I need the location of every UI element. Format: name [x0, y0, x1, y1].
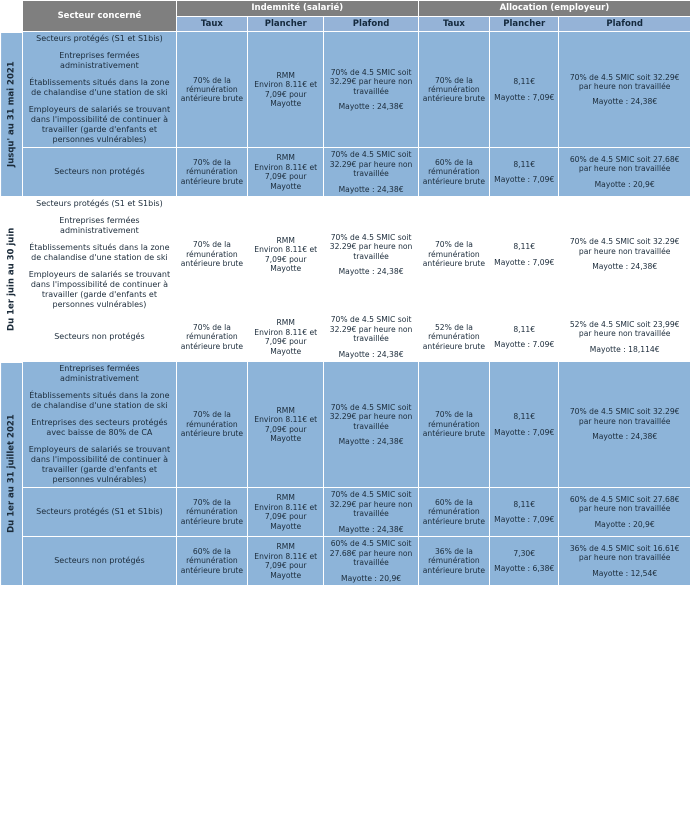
value-text: Mayotte : 20,9€ [594, 519, 655, 529]
value-text: 8,11€ [513, 159, 536, 169]
allocation-taux-cell [418, 148, 489, 197]
sector-line: Secteurs protégés (S1 et S1bis) [36, 34, 163, 44]
sector-line: Secteurs protégés (S1 et S1bis) [36, 507, 163, 517]
value-text: 70% de la rémunération antérieure brute [180, 240, 244, 269]
value-text: 70% de 4.5 SMIC soit 32.29€ par heure non travaillée [569, 237, 680, 256]
header-indemnite-taux: Taux [176, 16, 247, 32]
sector-line: Secteurs protégés (S1 et S1bis) [36, 199, 163, 209]
header-allocation-taux: Taux [418, 16, 489, 32]
value-text: RMM [276, 70, 295, 80]
value-text: 8,11€ [513, 77, 536, 87]
value-text: 60% de 4.5 SMIC soit 27.68€ par heure non travaillée [329, 539, 413, 568]
sector-cell [23, 32, 177, 148]
sector-line: Secteurs non protégés [54, 167, 145, 177]
allocation-plafond-cell [559, 362, 691, 488]
value-text: RMM [276, 405, 295, 415]
value-text: Mayotte : 7,09€ [494, 257, 555, 267]
sector-line: Secteurs non protégés [54, 332, 145, 342]
value-text: 8,11€ [513, 242, 536, 252]
value-text: 60% de 4.5 SMIC soit 27.68€ par heure non travaillée [569, 154, 680, 174]
allocation-plafond-cell [559, 148, 691, 197]
value-text: Mayotte : 20,9€ [341, 573, 402, 583]
value-text: Mayotte : 24,38€ [338, 437, 404, 447]
indemnite-plafond-cell [324, 313, 418, 362]
value-text: RMM [276, 153, 295, 163]
value-text: Mayotte : 24,38€ [338, 349, 404, 359]
indemnite-plafond-cell [324, 488, 418, 537]
value-text: Mayotte : 24,38€ [592, 97, 658, 107]
sector-line: Établissements situés dans la zone de chalandise d'une station de ski [29, 243, 170, 263]
allocation-plancher-cell [490, 197, 559, 313]
value-text: 70% de la rémunération antérieure brute [422, 240, 486, 269]
indemnite-plafond-cell [324, 32, 418, 148]
value-text: 8,11€ [513, 499, 536, 509]
header-group-allocation: Allocation (employeur) [418, 1, 690, 17]
allocation-taux-cell [418, 32, 489, 148]
value-text: 70% de 4.5 SMIC soit 32.29€ par heure non travaillée [329, 232, 413, 261]
indemnite-taux-cell [176, 488, 247, 537]
value-text: Environ 8.11€ et 7,09€ pour Mayotte [254, 80, 318, 109]
value-text: Environ 8.11€ et 7,09€ pour Mayotte [254, 245, 318, 274]
indemnite-taux-cell [176, 197, 247, 313]
value-text: Mayotte : 20,9€ [594, 179, 655, 189]
value-text: 52% de la rémunération antérieure brute [422, 322, 486, 351]
header-group-indemnite: Indemnité (salarié) [176, 1, 418, 17]
allocation-plancher-cell [490, 488, 559, 537]
indemnite-plancher-cell [248, 313, 324, 362]
allocation-plancher-cell [490, 148, 559, 197]
value-text: Mayotte : 24,38€ [338, 184, 404, 194]
value-text: Mayotte : 7,09€ [494, 92, 555, 102]
table-row [1, 362, 691, 488]
allocation-taux-cell [418, 313, 489, 362]
value-text: Mayotte : 7,09€ [494, 515, 555, 525]
value-text: 70% de 4.5 SMIC soit 32.29€ par heure non travaillée [329, 402, 413, 431]
value-text: 8,11€ [513, 324, 536, 334]
header-sector: Secteur concerné [23, 1, 177, 32]
indemnite-plancher-cell [248, 362, 324, 488]
indemnite-taux-cell [176, 362, 247, 488]
sector-line: Entreprises fermées administrativement [59, 216, 140, 236]
allocation-plancher-cell [490, 32, 559, 148]
value-text: 60% de la rémunération antérieure brute [180, 546, 244, 575]
sector-line: Entreprises fermées administrativement [59, 364, 140, 384]
sector-cell [23, 362, 177, 488]
sector-line: Employeurs de salariés se trouvant dans l'impossibilité de continuer à travailler (garde d'enfants et personnes vulnérables) [28, 105, 171, 145]
table-row [1, 32, 691, 148]
value-text: 70% de 4.5 SMIC soit 32.29€ par heure non travaillée [569, 72, 680, 91]
period-label-3: Du 1er au 31 juillet 2021 [1, 362, 23, 586]
table-row [1, 148, 691, 197]
allocation-taux-cell [418, 488, 489, 537]
value-text: Mayotte : 24,38€ [592, 262, 658, 272]
value-text: 70% de la rémunération antérieure brute [422, 75, 486, 104]
value-text: 70% de 4.5 SMIC soit 32.29€ par heure non travaillée [329, 315, 413, 344]
value-text: 36% de 4.5 SMIC soit 16.61€ par heure non travaillée [569, 543, 680, 563]
indemnite-plancher-cell [248, 197, 324, 313]
value-text: 36% de la rémunération antérieure brute [422, 546, 486, 575]
header-indemnite-plafond: Plafond [324, 16, 418, 32]
sector-line: Entreprises fermées administrativement [59, 51, 140, 71]
value-text: Environ 8.11€ et 7,09€ pour Mayotte [254, 502, 318, 531]
value-text: 60% de 4.5 SMIC soit 27.68€ par heure non travaillée [569, 494, 680, 514]
indemnite-plancher-cell [248, 32, 324, 148]
table-body [1, 32, 691, 586]
value-text: Mayotte : 7,09€ [494, 175, 555, 185]
sector-line: Employeurs de salariés se trouvant dans l'impossibilité de continuer à travailler (garde d'enfants et personnes vulnérables) [28, 445, 171, 485]
allocation-plancher-cell [490, 537, 559, 586]
value-text: 60% de la rémunération antérieure brute [422, 497, 486, 526]
sector-cell [23, 488, 177, 537]
header-allocation-plafond: Plafond [559, 16, 691, 32]
value-text: Mayotte : 12,54€ [592, 568, 658, 578]
value-text: 70% de la rémunération antérieure brute [180, 410, 244, 439]
sector-line: Secteurs non protégés [54, 556, 145, 566]
table-row [1, 313, 691, 362]
value-text: 70% de 4.5 SMIC soit 32.29€ par heure non travaillée [329, 150, 413, 179]
sector-cell [23, 197, 177, 313]
table-row [1, 488, 691, 537]
indemnite-plafond-cell [324, 362, 418, 488]
table-row [1, 537, 691, 586]
value-text: 70% de la rémunération antérieure brute [180, 157, 244, 186]
header-allocation-plancher: Plancher [490, 16, 559, 32]
value-text: 70% de la rémunération antérieure brute [180, 322, 244, 351]
indemnite-plafond-cell [324, 537, 418, 586]
indemnite-plancher-cell [248, 148, 324, 197]
value-text: 52% de 4.5 SMIC soit 23,99€ par heure non travaillée [569, 319, 680, 339]
value-text: RMM [276, 493, 295, 503]
sector-cell [23, 148, 177, 197]
allocation-plafond-cell [559, 32, 691, 148]
value-text: RMM [276, 542, 295, 552]
value-text: Mayotte : 24,38€ [338, 267, 404, 277]
indemnite-plancher-cell [248, 488, 324, 537]
value-text: Environ 8.11€ et 7,09€ pour Mayotte [254, 415, 318, 444]
indemnite-taux-cell [176, 32, 247, 148]
value-text: Mayotte : 7.09€ [494, 340, 555, 350]
indemnite-plafond-cell [324, 197, 418, 313]
value-text: Mayotte : 24,38€ [338, 524, 404, 534]
sector-cell [23, 313, 177, 362]
value-text: Mayotte : 24,38€ [592, 432, 658, 442]
value-text: Environ 8.11€ et 7,09€ pour Mayotte [254, 162, 318, 191]
period-label-2: Du 1er juin au 30 juin [1, 197, 23, 362]
allocation-taux-cell [418, 362, 489, 488]
value-text: RMM [276, 235, 295, 245]
indemnite-taux-cell [176, 537, 247, 586]
allocation-plancher-cell [490, 313, 559, 362]
indemnite-taux-cell [176, 313, 247, 362]
value-text: Mayotte : 18,114€ [589, 344, 660, 354]
allocation-plafond-cell [559, 488, 691, 537]
allocation-plafond-cell [559, 537, 691, 586]
sector-line: Employeurs de salariés se trouvant dans l'impossibilité de continuer à travailler (garde d'enfants et personnes vulnérables) [28, 270, 171, 310]
value-text: 70% de la rémunération antérieure brute [180, 497, 244, 526]
value-text: 8,11€ [513, 412, 536, 422]
corner-cell [1, 1, 23, 32]
allocation-plancher-cell [490, 362, 559, 488]
value-text: Mayotte : 7,09€ [494, 427, 555, 437]
indemnite-plafond-cell [324, 148, 418, 197]
sector-line: Entreprises des secteurs protégés avec baisse de 80% de CA [31, 418, 168, 438]
sector-line: Établissements situés dans la zone de chalandise d'une station de ski [29, 391, 170, 411]
sector-line: Établissements situés dans la zone de chalandise d'une station de ski [29, 78, 170, 98]
allocation-taux-cell [418, 537, 489, 586]
value-text: 60% de la rémunération antérieure brute [422, 157, 486, 186]
indemnite-plancher-cell [248, 537, 324, 586]
sector-cell [23, 537, 177, 586]
header-indemnite-plancher: Plancher [248, 16, 324, 32]
allocation-plafond-cell [559, 197, 691, 313]
value-text: 7,30€ [513, 548, 536, 558]
value-text: Environ 8.11€ et 7,09€ pour Mayotte [254, 327, 318, 356]
table-row [1, 197, 691, 313]
period-label-1: Jusqu' au 31 mai 2021 [1, 32, 23, 197]
value-text: Environ 8.11€ et 7,09€ pour Mayotte [254, 551, 318, 580]
value-text: 70% de la rémunération antérieure brute [422, 410, 486, 439]
indemnite-taux-cell [176, 148, 247, 197]
value-text: 70% de 4.5 SMIC soit 32.29€ par heure non travaillée [569, 407, 680, 426]
value-text: Mayotte : 6,38€ [494, 564, 555, 574]
allocation-taux-cell [418, 197, 489, 313]
table-header-group-row [1, 1, 691, 17]
value-text: Mayotte : 24,38€ [338, 102, 404, 112]
value-text: 70% de 4.5 SMIC soit 32.29€ par heure non travaillée [329, 67, 413, 96]
value-text: 70% de la rémunération antérieure brute [180, 75, 244, 104]
value-text: RMM [276, 318, 295, 328]
value-text: 70% de 4.5 SMIC soit 32.29€ par heure non travaillée [329, 490, 413, 519]
allocation-plafond-cell [559, 313, 691, 362]
